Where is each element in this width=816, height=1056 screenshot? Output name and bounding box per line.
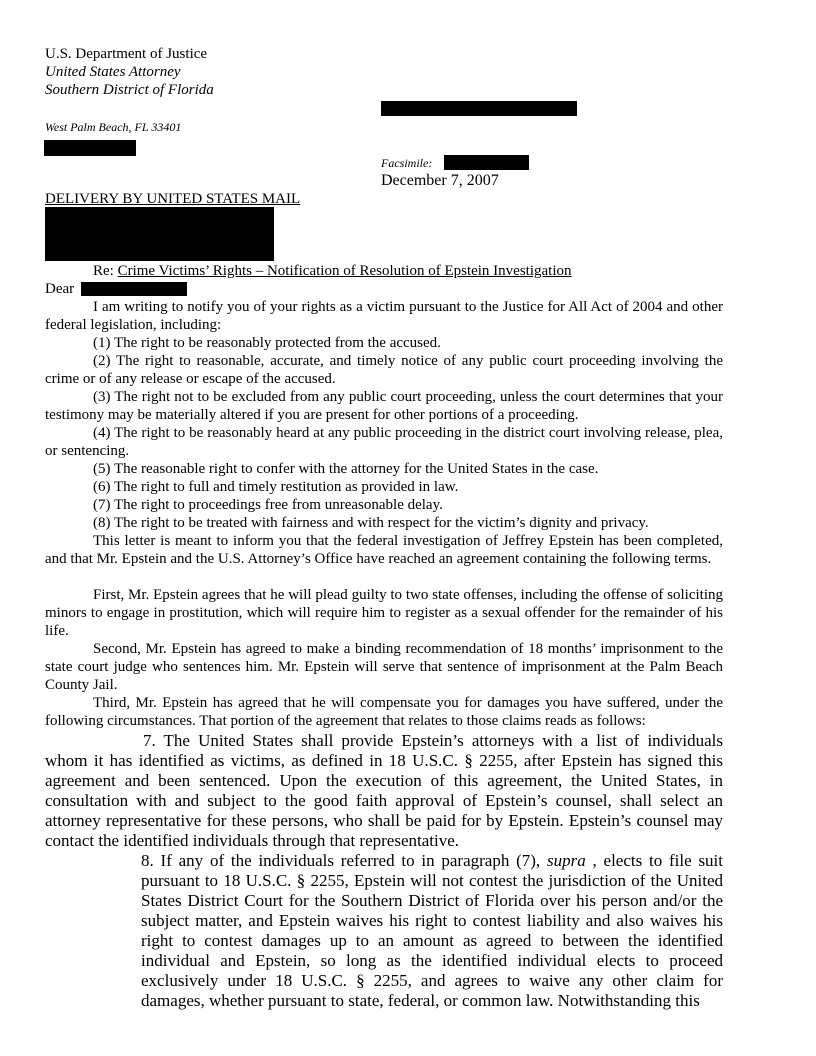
right-8: (8) The right to be treated with fairness and with respect for the victim’s dignity and privacy.: [93, 515, 649, 531]
right-1: (1) The right to be reasonably protected from the accused.: [93, 335, 441, 351]
letterhead-district: Southern District of Florida: [45, 82, 214, 98]
intro-paragraph: I am writing to notify you of your rights as a victim pursuant to the Justice for All Act of 2004 and other federal legislation, including:: [45, 299, 723, 333]
right-2: (2) The right to reasonable, accurate, and timely notice of any public court proceeding involving the crime or of any release or escape of the accused.: [45, 353, 723, 387]
right-3: (3) The right not to be excluded from any public court proceeding, unless the court determines that your testimony may be materially altered if you are present for other portions of a proceeding.: [45, 389, 723, 423]
re-subject: Crime Victims’ Rights – Notification of Resolution of Epstein Investigation: [117, 263, 572, 279]
agreement-paragraph-7: 7. The United States shall provide Epstein’s attorneys with a list of individuals whom it has identified as victims, as defined in 18 U.S.C. § 2255, after Epstein has signed this agreement and been sentenced. Upon the execution of this agreement, the United States, in consultation with and subject to the good faith approval of Epstein’s counsel, shall select an attorney representative for these persons, who shall be paid for by Epstein. Epstein’s counsel may contact the identified individuals through that representative.: [45, 731, 723, 850]
re-prefix: Re:: [93, 263, 118, 279]
first-term-paragraph: First, Mr. Epstein agrees that he will plead guilty to two state offenses, including the offense of soliciting minors to engage in prostitution, which will require him to register as a sexual offender for the remainder of his life.: [45, 587, 723, 639]
right-4: (4) The right to be reasonably heard at any public proceeding in the district court involving release, plea, or sentencing.: [45, 425, 723, 459]
q8-text-b: , elects to file suit pursuant to 18 U.S.C. § 2255, Epstein will not contest the jurisdiction of the United States District Court for the Southern District of Florida over his person and/or the subject matter, and Epstein waives his right to contest liability and also waives his right to contest damages up to an amount as agreed to between the identified individual and Epstein, so long as the identified individual elects to proceed exclusively under 18 U.S.C. § 2255, and agrees to waive any other claim for damages, whether pursuant to state, federal, or common law. Notwithstanding this: [141, 851, 724, 1010]
delivery-method: DELIVERY BY UNITED STATES MAIL: [45, 191, 301, 207]
redaction-block: [81, 282, 187, 296]
inform-paragraph: This letter is meant to inform you that the federal investigation of Jeffrey Epstein has been completed, and that Mr. Epstein and the U.S. Attorney’s Office have reached an agreement containing the following terms.: [45, 533, 723, 567]
right-5: (5) The reasonable right to confer with the attorney for the United States in the case.: [93, 461, 599, 477]
salutation: Dear: [45, 281, 75, 297]
re-line: [93, 262, 572, 280]
second-term-paragraph: Second, Mr. Epstein has agreed to make a binding recommendation of 18 months’ imprisonment to the state court judge who sentences him. Mr. Epstein will serve that sentence of imprisonment at the Palm Beach County Jail.: [45, 641, 723, 693]
redaction-block: [45, 207, 274, 261]
redaction-block: [444, 155, 529, 170]
right-6: (6) The right to full and timely restitution as provided in law.: [93, 479, 459, 495]
fax-label: Facsimile:: [381, 156, 433, 170]
letterhead-dept: U.S. Department of Justice: [45, 46, 208, 62]
q8-supra: supra: [546, 851, 586, 870]
letterhead-office: United States Attorney: [45, 64, 181, 80]
right-7: (7) The right to proceedings free from unreasonable delay.: [93, 497, 443, 513]
redaction-block: [44, 140, 136, 156]
q8-text-a: 8. If any of the individuals referred to in paragraph (7),: [141, 851, 547, 870]
letter-date: December 7, 2007: [381, 172, 499, 189]
letterhead-city: West Palm Beach, FL 33401: [45, 120, 182, 134]
redaction-block: [381, 101, 577, 116]
agreement-paragraph-8: [141, 851, 723, 1011]
third-term-paragraph: Third, Mr. Epstein has agreed that he will compensate you for damages you have suffered, under the following circumstances. That portion of the agreement that relates to those claims reads as follows:: [45, 695, 723, 729]
